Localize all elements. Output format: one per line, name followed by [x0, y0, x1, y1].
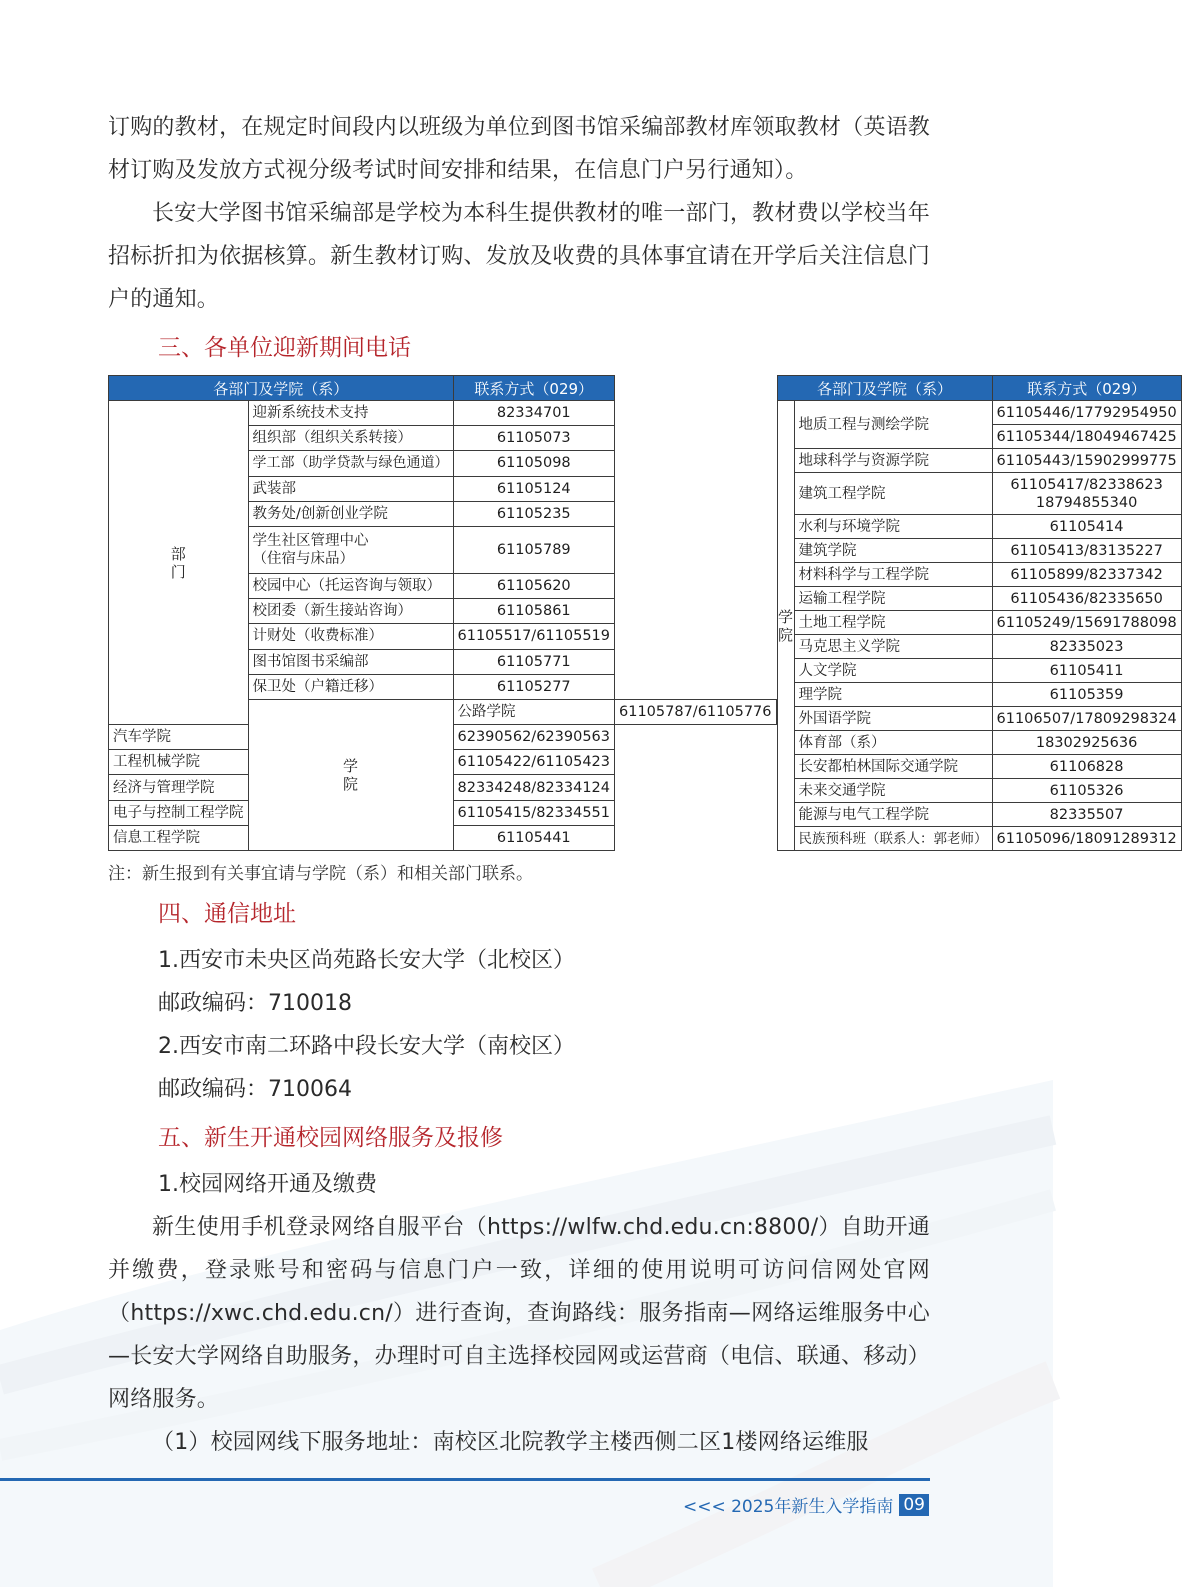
row-name: 运输工程学院	[794, 587, 992, 611]
row-name: 马克思主义学院	[794, 635, 992, 659]
row-name	[248, 526, 453, 573]
row-name: 工程机械学院	[109, 750, 249, 775]
row-phone: 61106828	[992, 755, 1181, 779]
table-row	[777, 539, 1181, 563]
network-paragraph: 新生使用手机登录网络自服平台（https://wlfw.chd.edu.cn:8800/）自助开通并缴费，登录账号和密码与信息门户一致，详细的使用说明可访问信网处官网（https://xwc.chd.edu.cn/）进行查询，查询路线：服务指南—网络运维服务中心—长安大学网络自助服务，办理时可自主选择校园网或运营商（电信、联通、移动）网络服务。	[108, 1215, 930, 1412]
row-name: 民族预科班（联系人：郭老师）	[794, 827, 992, 851]
row-name: 经济与管理学院	[109, 775, 249, 800]
row-name: 建筑工程学院	[794, 473, 992, 515]
row-name: 计财处（收费标准）	[248, 624, 453, 649]
row-phone: 61105326	[992, 779, 1181, 803]
zip-south: 邮政编码：710064	[158, 1077, 352, 1102]
row-phone: 61105359	[992, 683, 1181, 707]
row-name: 人文学院	[794, 659, 992, 683]
table-row	[777, 587, 1181, 611]
section4-title: 四、通信地址	[158, 901, 296, 927]
row-phone: 61105235	[453, 501, 615, 526]
row-name: 水利与环境学院	[794, 515, 992, 539]
table-row	[777, 779, 1181, 803]
section3-title: 三、各单位迎新期间电话	[158, 335, 411, 361]
row-phone: 61106507/17809298324	[992, 707, 1181, 731]
row-phone: 61105789	[453, 526, 615, 573]
footer-label: <<< 2025年新生入学指南	[682, 1497, 894, 1517]
row-name-line1: 学生社区管理中心	[252, 532, 369, 549]
row-name: 校园中心（托运咨询与领取）	[248, 574, 453, 599]
table-note: 注：新生报到有关事宜请与学院（系）和相关部门联系。	[108, 864, 533, 884]
row-phone: 61105787/61105776	[615, 699, 777, 724]
row-phone: 61105124	[453, 476, 615, 501]
page-content	[108, 106, 1177, 1464]
row-phone: 61105414	[992, 515, 1181, 539]
row-name: 体育部（系）	[794, 731, 992, 755]
header-name: 各部门及学院（系）	[109, 376, 454, 401]
table-row	[777, 707, 1181, 731]
row-phone: 61105620	[453, 574, 615, 599]
row-phone: 61105413/83135227	[992, 539, 1181, 563]
row-name: 组织部（组织关系转接）	[248, 426, 453, 451]
row-phone: 18302925636	[992, 731, 1181, 755]
row-phone: 61105073	[453, 426, 615, 451]
row-name: 公路学院	[453, 699, 615, 724]
row-name: 外国语学院	[794, 707, 992, 731]
table-row	[777, 473, 1181, 515]
row-name: 教务处/创新创业学院	[248, 501, 453, 526]
section5-subtitle: 1.校园网络开通及缴费	[158, 1172, 377, 1197]
paragraph-library: 长安大学图书馆采编部是学校为本科生提供教材的唯一部门，教材费以学校当年招标折扣为依据核算。新生教材订购、发放及收费的具体事宜请在开学后关注信息门户的通知。	[108, 201, 930, 312]
row-phone: 61105436/82335650	[992, 587, 1181, 611]
address-north: 1.西安市未央区尚苑路长安大学（北校区）	[158, 948, 575, 973]
group-dept: 部门	[109, 401, 249, 725]
zip-north: 邮政编码：710018	[158, 991, 352, 1016]
row-name: 迎新系统技术支持	[248, 401, 453, 426]
row-name: 保卫处（户籍迁移）	[248, 674, 453, 699]
table-row	[777, 563, 1181, 587]
row-name: 长安都柏林国际交通学院	[794, 755, 992, 779]
row-phone: 61105899/82337342	[992, 563, 1181, 587]
row-phone: 61105344/18049467425	[992, 425, 1181, 449]
row-phone: 61105096/18091289312	[992, 827, 1181, 851]
table-row	[777, 827, 1181, 851]
phone-tables	[108, 375, 1177, 851]
row-phone: 82335023	[992, 635, 1181, 659]
row-name: 土地工程学院	[794, 611, 992, 635]
phone-table-left	[108, 375, 777, 851]
phone-table-right	[777, 375, 1182, 851]
row-name: 汽车学院	[109, 725, 249, 750]
row-phone: 61105443/15902999775	[992, 449, 1181, 473]
row-phone: 82334701	[453, 401, 615, 426]
row-name: 信息工程学院	[109, 825, 249, 850]
row-name: 建筑学院	[794, 539, 992, 563]
group-college: 学院	[248, 699, 453, 850]
row-name: 图书馆图书采编部	[248, 649, 453, 674]
row-phone: 61105411	[992, 659, 1181, 683]
header-contact: 联系方式（029）	[453, 376, 615, 401]
table-row	[777, 635, 1181, 659]
row-phone: 61105422/61105423	[453, 750, 615, 775]
table-row	[777, 449, 1181, 473]
row-name: 学工部（助学贷款与绿色通道）	[248, 451, 453, 476]
row-phone: 82334248/82334124	[453, 775, 615, 800]
row-name: 武装部	[248, 476, 453, 501]
row-phone	[992, 473, 1181, 515]
paragraph-textbook: 订购的教材，在规定时间段内以班级为单位到图书馆采编部教材库领取教材（英语教材订购及发放方式视分级考试时间安排和结果，在信息门户另行通知）。	[108, 115, 930, 183]
row-phone-line2: 18794855340	[1035, 494, 1138, 511]
row-phone: 61105098	[453, 451, 615, 476]
table-row	[777, 755, 1181, 779]
row-phone: 61105249/15691788098	[992, 611, 1181, 635]
row-phone: 62390562/62390563	[453, 725, 615, 750]
address-south: 2.西安市南二环路中段长安大学（南校区）	[158, 1034, 575, 1059]
row-phone: 61105277	[453, 674, 615, 699]
row-name: 地质工程与测绘学院	[794, 401, 992, 449]
network-offline-paragraph: （1）校园网线下服务地址：南校区北院教学主楼西侧二区1楼网络运维服	[152, 1430, 869, 1455]
table-row	[777, 803, 1181, 827]
section5-title: 五、新生开通校园网络服务及报修	[158, 1125, 503, 1151]
group-college: 学院	[777, 401, 794, 851]
table-row	[777, 611, 1181, 635]
footer	[683, 1492, 929, 1517]
row-phone: 61105771	[453, 649, 615, 674]
row-name-line2: （住宿与床品）	[252, 550, 354, 567]
header-contact: 联系方式（029）	[992, 376, 1181, 401]
row-phone: 61105441	[453, 825, 615, 850]
footer-divider	[0, 1478, 930, 1481]
row-name: 电子与控制工程学院	[109, 800, 249, 825]
row-phone: 61105415/82334551	[453, 800, 615, 825]
table-row	[109, 401, 777, 426]
page-number: 09	[899, 1494, 929, 1516]
table-row	[777, 731, 1181, 755]
row-name: 能源与电气工程学院	[794, 803, 992, 827]
row-phone: 61105861	[453, 599, 615, 624]
table-row	[777, 515, 1181, 539]
header-name: 各部门及学院（系）	[777, 376, 992, 401]
table-row	[777, 659, 1181, 683]
row-phone: 82335507	[992, 803, 1181, 827]
table-row	[777, 401, 1181, 425]
row-phone-line1: 61105417/82338623	[1010, 476, 1163, 493]
table-row	[777, 683, 1181, 707]
row-phone: 61105446/17792954950	[992, 401, 1181, 425]
row-name: 理学院	[794, 683, 992, 707]
row-name: 材料科学与工程学院	[794, 563, 992, 587]
row-name: 未来交通学院	[794, 779, 992, 803]
row-name: 地球科学与资源学院	[794, 449, 992, 473]
row-name: 校团委（新生接站咨询）	[248, 599, 453, 624]
row-phone: 61105517/61105519	[453, 624, 615, 649]
